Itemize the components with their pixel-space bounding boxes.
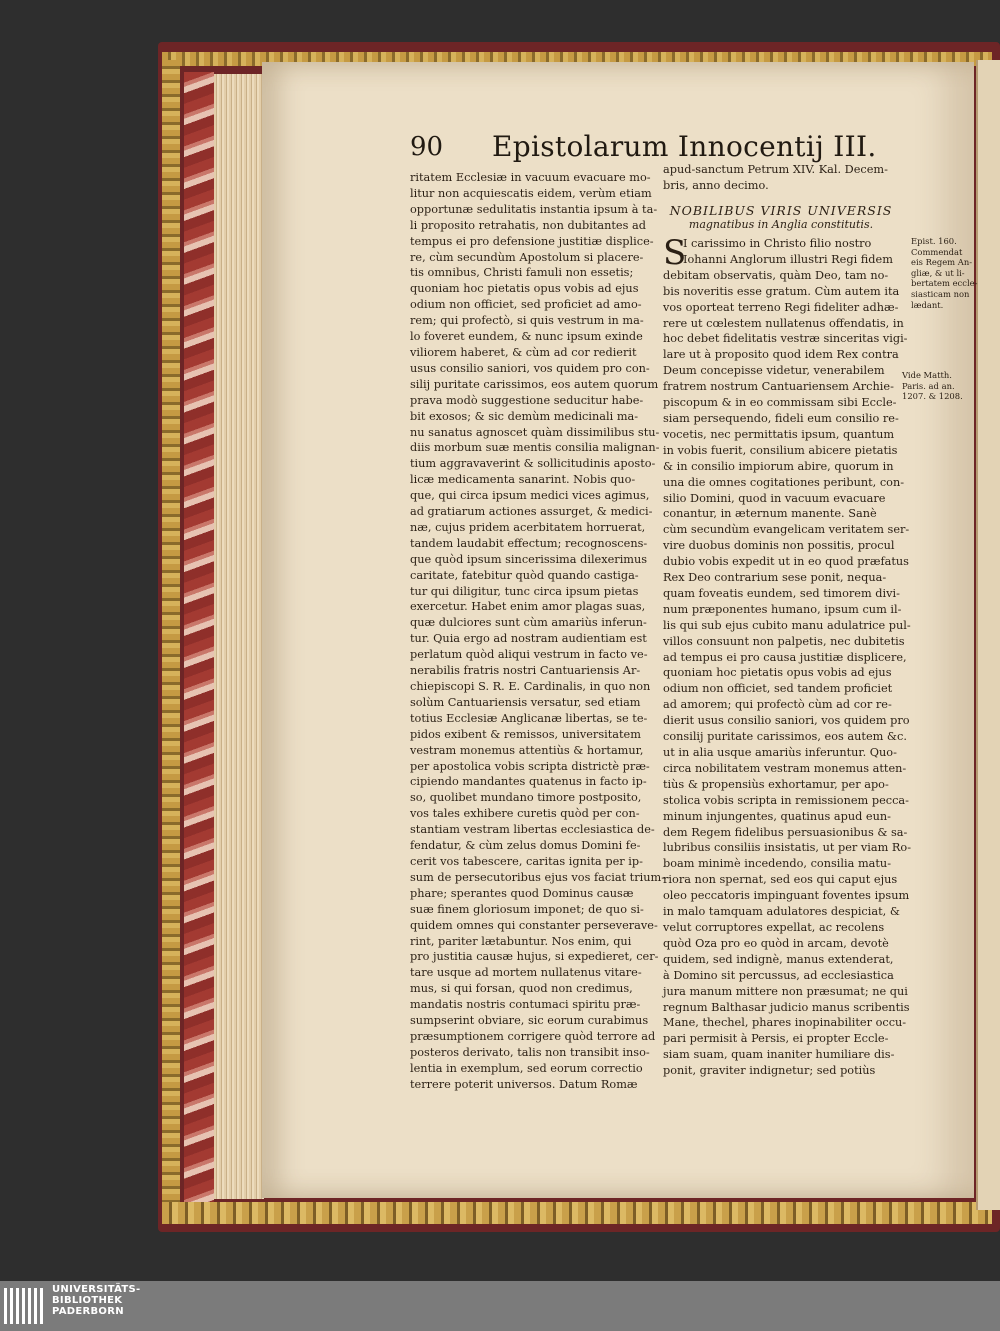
text-line: pro justitia causæ hujus, si expedieret, cer- — [410, 950, 659, 964]
text-line: odium non officiet, sed tandem proficiet — [663, 682, 893, 696]
text-line: Rex Deo contrarium sese ponit, nequa- — [663, 571, 887, 585]
margin-note-line: Paris. ad an. — [902, 380, 955, 391]
margin-note-line: 1207. & 1208. — [902, 391, 963, 402]
text-line: ad tempus ei pro causa justitiæ displicere, — [663, 650, 907, 664]
library-name-line: PADERBORN — [52, 1306, 124, 1317]
text-line: solùm Cantuariensis versatur, sed etiam — [410, 695, 641, 709]
margin-note-line: eis Regem An- — [911, 257, 973, 268]
text-line: mus, si qui forsan, quod non credimus, — [410, 982, 633, 996]
text-column-left — [410, 170, 666, 1093]
text-line: lubribus consiliis insistatis, ut per viam Ro- — [663, 841, 912, 855]
margin-note-line: Vide Matth. — [902, 370, 952, 380]
text-line: tium aggravaverint & sollicitudinis aposto- — [410, 457, 656, 471]
text-line: lare ut à proposito quod idem Rex contra — [663, 348, 899, 362]
text-line: rere ut cœlestem nullatenus offendatis, in — [663, 316, 904, 330]
text-line: tiùs & propensiùs exhortamur, per apo- — [663, 777, 889, 791]
text-line: phare; sperantes quod Dominus causæ — [410, 886, 634, 900]
text-line: cùm secundùm evangelicam veritatem ser- — [663, 523, 910, 537]
text-line: li proposito retrahatis, non dubitantes ad — [410, 218, 646, 232]
text-line: vos tales exhibere curetis quòd per con- — [410, 807, 640, 821]
text-line: hoc debet fidelitatis vestræ sinceritas vigi- — [663, 332, 908, 346]
text-line: chiepiscopi S. R. E. Cardinalis, in quo non — [410, 680, 651, 693]
text-line: debitam observatis, quàm Deo, tam no- — [663, 268, 889, 282]
text-line: bit exosos; & sic demùm medicinali ma- — [410, 409, 639, 423]
text-line: tur qui diligitur, tunc circa ipsum pietas — [410, 584, 639, 598]
page-edges — [214, 74, 264, 1199]
text-line: suæ finem gloriosum imponet; de quo si- — [410, 902, 644, 916]
text-line: nu sanatus agnoscet quàm dissimilibus stu- — [410, 425, 660, 439]
text-line: litur non acquiescatis eidem, verùm etiam — [410, 186, 652, 200]
margin-note-line: gliæ, & ut li- — [911, 267, 965, 278]
text-line: velut corruptores expellat, ac recolens — [663, 920, 885, 934]
drop-initial: S — [663, 233, 687, 273]
text-line: odium non officiet, sed proficiet ad amo- — [410, 298, 642, 312]
letter-heading-line2: magnatibus in Anglia constitutis. — [688, 218, 874, 231]
margin-note-line: bertatem eccle- — [911, 278, 978, 289]
text-line: circa nobilitatem vestram monemus atten- — [663, 761, 907, 775]
text-line: in malo tamquam adulatores despiciat, & — [663, 905, 900, 919]
library-name-line: UNIVERSITÄTS- — [52, 1284, 141, 1295]
text-line: una die omnes cogitationes peribunt, con- — [663, 475, 905, 489]
text-line: pidos exibent & remissos, universitatem — [410, 727, 641, 741]
text-line: ritatem Ecclesiæ in vacuum evacuare mo- — [410, 171, 651, 184]
text-line: à Domino sit percussus, ad ecclesiastica — [663, 968, 894, 982]
text-line: siam persequendo, fideli eum consilio re- — [663, 411, 899, 425]
text-line: stolica vobis scripta in remissionem pecca- — [663, 793, 909, 807]
text-line: ut in alia usque amariùs inferuntur. Quo- — [663, 746, 897, 759]
text-line: nerabilis fratris nostri Cantuariensis Ar- — [410, 664, 641, 678]
text-line: rint, pariter lætabuntur. Nos enim, qui — [410, 934, 632, 948]
text-line: perlatum quòd aliqui vestrum in facto ve- — [410, 648, 648, 662]
text-line: terrere poterit universos. Datum Romæ — [410, 1077, 638, 1091]
text-line: que quòd ipsum sincerissima dilexerimus — [410, 552, 648, 566]
text-line: pari permisit à Persis, ei propter Eccle- — [663, 1032, 889, 1046]
text-line: quidem, sed indignè, manus extenderat, — [663, 952, 894, 966]
library-footer — [0, 1281, 1000, 1331]
text-line: conantur, in æternum manente. Sanè — [663, 507, 877, 521]
margin-note-reference — [902, 370, 963, 402]
text-line: quòd Oza pro eo quòd in arcam, devotè — [663, 936, 889, 950]
text-line: cipiendo mandantes quatenus in facto ip- — [410, 775, 647, 789]
facing-page-edge — [976, 60, 1000, 1210]
text-line: vestram monemus attentiùs & hortamur, — [410, 743, 644, 757]
date-line: bris, anno decimo. — [663, 178, 769, 192]
text-line: que, qui circa ipsum medici vices agimus, — [410, 489, 650, 503]
text-line: viliorem haberet, & cùm ad cor redierit — [410, 345, 637, 359]
text-line: tempus ei pro defensione justitiæ displice- — [410, 234, 654, 248]
gilt-border-left — [162, 60, 180, 1220]
margin-note-line: Epist. 160. — [911, 236, 957, 246]
text-line: usus consilio saniori, vos quidem pro con- — [410, 361, 650, 375]
text-line: totius Ecclesiæ Anglicanæ libertas, se te- — [410, 711, 648, 725]
text-line: lis qui sub ejus cubito manu adulatrice pul- — [663, 618, 911, 632]
text-line: quoniam hoc pietatis opus vobis ad ejus — [410, 282, 639, 296]
text-line: vos oporteat terreno Regi fideliter adhæ- — [663, 300, 899, 314]
text-line: tis omnibus, Christi famuli non essetis; — [410, 266, 634, 280]
margin-note-line: Commendat — [911, 246, 963, 257]
date-line: apud-sanctum Petrum XIV. Kal. Decem- — [663, 163, 888, 176]
text-line: silio Domini, quod in vacuum evacuare — [663, 491, 886, 505]
text-line: siam suam, quam inaniter humiliare dis- — [663, 1048, 895, 1062]
text-line: boam minimè incedendo, consilia matu- — [663, 857, 892, 871]
text-line: re, cùm secundùm Apostolum si placere- — [410, 250, 644, 264]
text-line: ad amorem; qui profectò cùm ad cor re- — [663, 698, 892, 712]
text-line: riora non spernat, sed eos qui caput ejus — [663, 873, 898, 887]
text-line: exercetur. Habet enim amor plagas suas, — [410, 600, 646, 614]
text-line: vocetis, nec permittatis ipsum, quantum — [663, 427, 895, 441]
text-line: næ, cujus pridem acerbitatem horruerat, — [410, 520, 646, 534]
letter-heading-line1: NOBILIBUS VIRIS UNIVERSIS — [669, 203, 893, 218]
marbled-endpaper — [184, 72, 214, 1202]
text-line: Mane, thechel, phares inopinabiliter occu- — [663, 1016, 907, 1030]
text-line: mandatis nostris contumaci spiritu præ- — [410, 998, 641, 1012]
margin-note-line: siasticam non — [911, 288, 970, 299]
text-line: sum de persecutoribus ejus vos faciat trium- — [410, 870, 666, 884]
text-line: præsumptionem corrigere quòd terrore ad — [410, 1029, 656, 1043]
running-title: Epistolarum Innocentij III. — [492, 130, 877, 163]
text-line: quam foveatis eundem, sed timorem divi- — [663, 586, 900, 600]
library-name-line: BIBLIOTHEK — [52, 1295, 123, 1306]
text-line: num præponentes humano, ipsum cum il- — [663, 602, 902, 616]
text-line: per apostolica vobis scripta districtè præ- — [410, 759, 650, 773]
text-line: tur. Quia ergo ad nostram audientiam est — [410, 632, 647, 646]
text-line: jura manum mittere non præsumat; ne qui — [663, 984, 908, 998]
text-line: fendatur, & cùm zelus domus Domini fe- — [410, 839, 641, 853]
text-line: tare usque ad mortem nullatenus vitare- — [410, 966, 642, 980]
library-logo-icon — [4, 1288, 46, 1324]
page-number: 90 — [410, 132, 444, 162]
text-line: tandem laudabit effectum; recognoscens- — [410, 536, 648, 550]
text-line: lentia in exemplum, sed eorum correctio — [410, 1061, 643, 1075]
text-line: bis noveritis esse gratum. Cùm autem ita — [663, 284, 900, 298]
text-line: vire duobus dominis non possitis, procul — [663, 539, 895, 553]
margin-note-line: lædant. — [911, 299, 944, 310]
text-line: Deum concepisse videtur, venerabilem — [663, 364, 885, 378]
text-line: posteros derivato, talis non transibit inso- — [410, 1045, 650, 1059]
text-line: I carissimo in Christo filio nostro — [683, 237, 872, 250]
text-line: lo foveret eundem, & nunc ipsum exinde — [410, 330, 643, 344]
text-line: quidem omnes qui constanter perseverave- — [410, 918, 658, 932]
text-line: so, quolibet mundano timore postposito, — [410, 791, 642, 805]
letter-heading — [663, 203, 899, 232]
text-line: silij puritate carissimos, eos autem quorum — [410, 377, 659, 391]
text-line: licæ medicamenta sanarint. Nobis quo- — [410, 473, 636, 487]
text-line: villos consuunt non palpetis, nec dubitetis — [663, 634, 905, 648]
page-header — [410, 130, 877, 166]
text-line: oleo peccatoris impinguant foventes ipsum — [663, 889, 910, 903]
text-line: regnum Balthasar judicio manus scribentis — [663, 1000, 910, 1014]
gilt-border-bottom — [162, 1202, 992, 1224]
library-name — [52, 1284, 141, 1317]
text-line: rem; qui profectò, si quis vestrum in ma- — [410, 314, 644, 328]
text-line: ponit, graviter indignetur; sed potiùs — [663, 1064, 876, 1078]
letter-date-lines — [663, 162, 899, 194]
text-line: & in consilio impiorum abire, quorum in — [663, 459, 894, 473]
text-line: diis morbum suæ mentis consilia malignan- — [410, 441, 660, 455]
text-line: fratrem nostrum Cantuariensem Archie- — [663, 380, 894, 394]
text-line: stantiam vestram libertas ecclesiastica de- — [410, 823, 655, 837]
text-line: in vobis fuerit, consilium abicere pietatis — [663, 443, 898, 457]
text-line: Iohanni Anglorum illustri Regi fidem — [683, 252, 893, 266]
text-line: prava modò suggestione seducitur habe- — [410, 393, 644, 407]
text-line: quoniam hoc pietatis opus vobis ad ejus — [663, 666, 892, 680]
text-line: opportunæ sedulitatis instantia ipsum à ta- — [410, 202, 658, 216]
text-line: dem Regem fidelibus persuasionibus & sa- — [663, 825, 908, 839]
text-line: sumpserint obviare, sic eorum curabimus — [410, 1014, 649, 1028]
text-line: caritate, fatebitur quòd quando castiga- — [410, 568, 639, 582]
text-line: consilij puritate carissimos, eos autem &c. — [663, 730, 907, 744]
text-line: ad gratiarum actiones assurget, & medici- — [410, 505, 653, 519]
text-line: dierit usus consilio saniori, vos quidem pro — [663, 714, 910, 728]
text-line: minum injungentes, quatinus apud eun- — [663, 809, 891, 823]
text-line: cerit vos tabescere, caritas ignita per ip- — [410, 854, 643, 868]
margin-note-epist — [911, 236, 977, 310]
text-line: quæ dulciores sunt cùm amariùs inferun- — [410, 616, 647, 630]
text-column-right — [663, 233, 912, 1079]
text-line: piscopum & in eo commissam sibi Eccle- — [663, 396, 897, 410]
text-line: dubio vobis expedit ut in eo quod præfatus — [663, 555, 909, 569]
